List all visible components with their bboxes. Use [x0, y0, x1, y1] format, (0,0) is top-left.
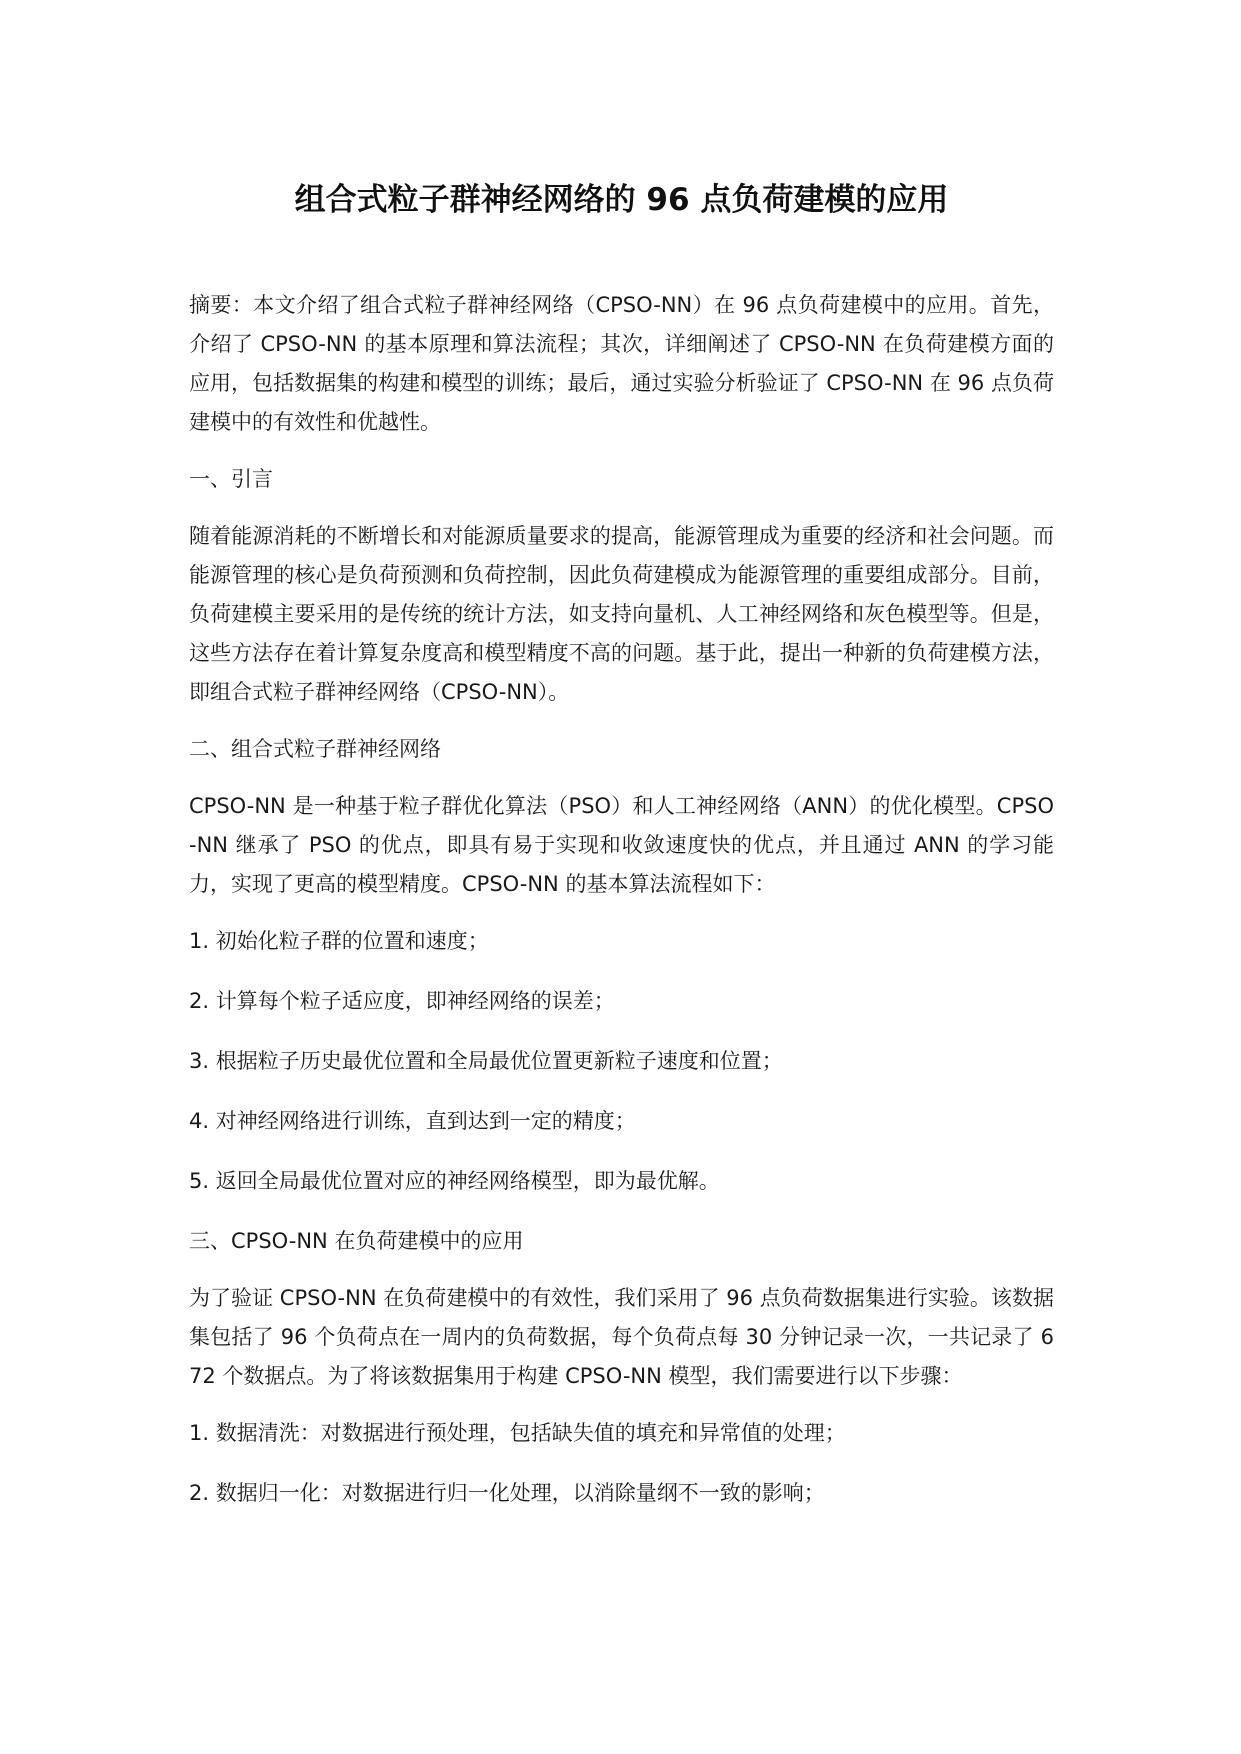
section-heading-introduction: 一、引言: [189, 467, 273, 491]
algorithm-step-4: 4. 对神经网络进行训练，直到达到一定的精度；: [189, 1109, 636, 1133]
document-title: 组合式粒子群神经网络的 96 点负荷建模的应用: [294, 182, 949, 218]
introduction-paragraph: 随着能源消耗的不断增长和对能源质量要求的提高，能源管理成为重要的经济和社会问题。而能源管理的核心是负荷预测和负荷控制，因此负荷建模成为能源管理的重要组成部分。目前，负荷建模主要采用的是传统的统计方法，如支持向量机、人工神经网络和灰色模型等。但是，这些方法存在着计算复杂度高和模型精度不高的问题。基于此，提出一种新的负荷建模方法，即组合式粒子群神经网络（CPSO-NN）。: [189, 524, 1054, 704]
cpso-nn-paragraph: CPSO-NN 是一种基于粒子群优化算法（PSO）和人工神经网络（ANN）的优化模型。CPSO-NN 继承了 PSO 的优点，即具有易于实现和收敛速度快的优点，并且通过 ANN 的学习能力，实现了更高的模型精度。CPSO-NN 的基本算法流程如下：: [189, 794, 1054, 896]
application-paragraph: 为了验证 CPSO-NN 在负荷建模中的有效性，我们采用了 96 点负荷数据集进行实验。该数据集包括了 96 个负荷点在一周内的负荷数据，每个负荷点每 30 分钟记录一次，一共记录了 672 个数据点。为了将该数据集用于构建 CPSO-NN 模型，我们需要进行以下步骤：: [189, 1286, 1054, 1388]
processing-step-2: 2. 数据归一化：对数据进行归一化处理，以消除量纲不一致的影响；: [189, 1481, 825, 1505]
abstract-paragraph: 摘要：本文介绍了组合式粒子群神经网络（CPSO-NN）在 96 点负荷建模中的应用。首先，介绍了 CPSO-NN 的基本原理和算法流程；其次，详细阐述了 CPSO-NN 在负荷建模方面的应用，包括数据集的构建和模型的训练；最后，通过实验分析验证了 CPSO-NN 在 96 点负荷建模中的有效性和优越性。: [189, 293, 1054, 434]
processing-step-1: 1. 数据清洗：对数据进行预处理，包括缺失值的填充和异常值的处理；: [189, 1421, 846, 1445]
algorithm-step-2: 2. 计算每个粒子适应度，即神经网络的误差；: [189, 989, 615, 1013]
section-heading-cpso-nn: 二、组合式粒子群神经网络: [189, 737, 441, 761]
algorithm-step-1: 1. 初始化粒子群的位置和速度；: [189, 929, 489, 953]
algorithm-step-5: 5. 返回全局最优位置对应的神经网络模型，即为最优解。: [189, 1169, 720, 1193]
section-heading-application: 三、CPSO-NN 在负荷建模中的应用: [189, 1229, 524, 1253]
algorithm-step-3: 3. 根据粒子历史最优位置和全局最优位置更新粒子速度和位置；: [189, 1049, 783, 1073]
